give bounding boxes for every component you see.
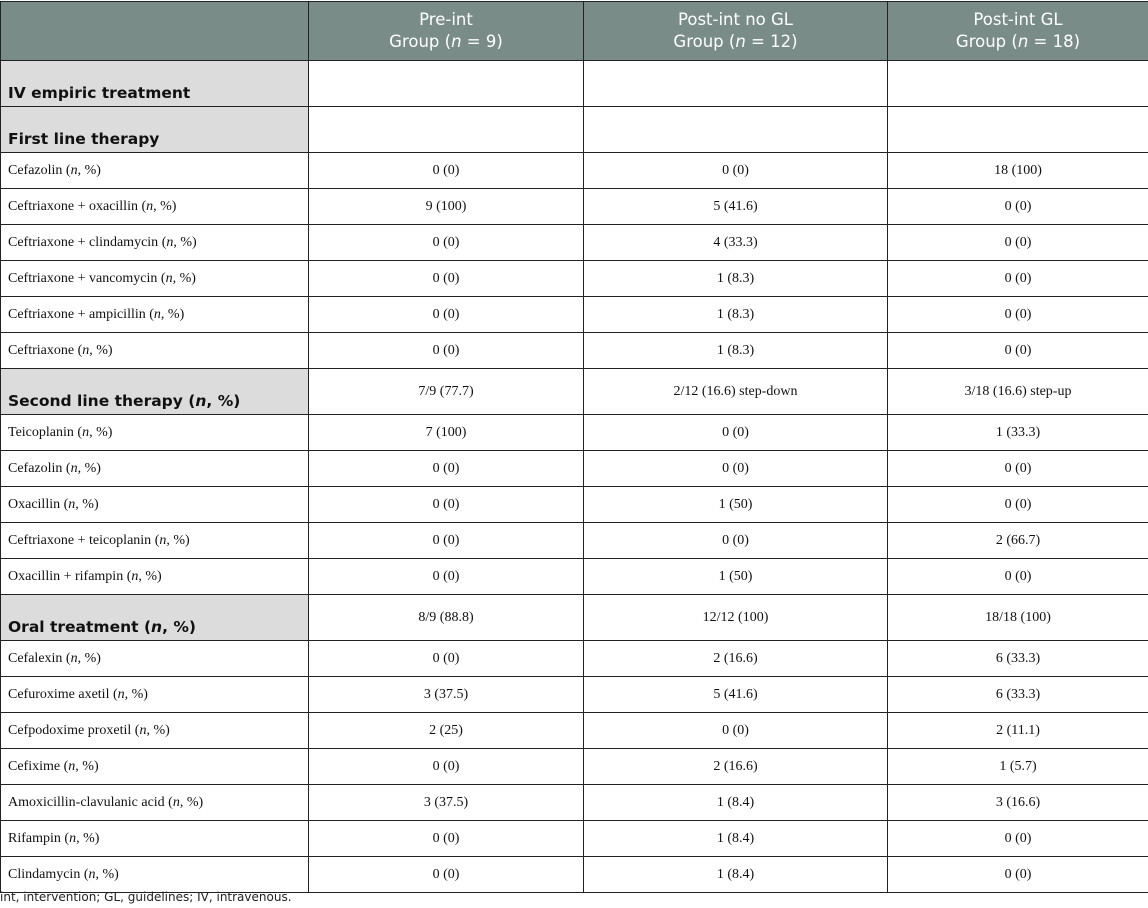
row-label-cell xyxy=(1,821,309,857)
cell-post-int-no-gl: 0 (0) xyxy=(584,153,888,189)
cell-post-int-gl: 6 (33.3) xyxy=(888,641,1148,677)
cell-pre-int: 0 (0) xyxy=(309,153,584,189)
header-post-int-no-gl xyxy=(584,2,888,61)
row-label-suffix: (n, %) xyxy=(60,758,99,774)
cell-post-int-no-gl: 2 (16.6) xyxy=(584,641,888,677)
row-label-suffix: (n, %) xyxy=(62,460,101,476)
row-label-suffix: (n, %) xyxy=(60,830,100,846)
cell-post-int-gl: 0 (0) xyxy=(888,261,1148,297)
cell-post-int-gl: 6 (33.3) xyxy=(888,677,1148,713)
cell-post-int-gl xyxy=(888,61,1148,107)
cell-post-int-gl: 0 (0) xyxy=(888,225,1148,261)
cell-post-int-gl: 0 (0) xyxy=(888,451,1148,487)
row-label-cell xyxy=(1,225,309,261)
row-label-suffix: (n, %) xyxy=(137,198,177,214)
cell-pre-int xyxy=(309,61,584,107)
row-label-suffix: (n, %) xyxy=(74,342,113,358)
header-pre-int-title: Pre-int xyxy=(419,10,473,29)
cell-pre-int: 0 (0) xyxy=(309,297,584,333)
table-row xyxy=(1,333,1148,369)
cell-post-int-no-gl: 1 (50) xyxy=(584,559,888,595)
section-row xyxy=(1,369,1148,415)
table-body xyxy=(1,61,1148,893)
cell-post-int-gl: 1 (5.7) xyxy=(888,749,1148,785)
row-label: Ceftriaxone + clindamycin xyxy=(8,234,159,250)
table-header-row xyxy=(1,2,1148,61)
row-label: IV empiric treatment xyxy=(8,84,191,102)
row-label-cell xyxy=(1,749,309,785)
cell-post-int-gl: 0 (0) xyxy=(888,821,1148,857)
row-label: First line therapy xyxy=(8,130,160,148)
row-label-suffix: (n, %) xyxy=(158,234,197,250)
row-label-suffix: (n, %) xyxy=(62,650,101,666)
row-label: Clindamycin xyxy=(8,866,81,882)
cell-post-int-gl: 3 (16.6) xyxy=(888,785,1148,821)
header-empty-cell xyxy=(1,2,309,61)
row-label-suffix: (n, %) xyxy=(62,162,101,178)
cell-post-int-no-gl: 5 (41.6) xyxy=(584,189,888,225)
row-label: Cefazolin xyxy=(8,162,63,178)
row-label-cell xyxy=(1,641,309,677)
cell-post-int-gl: 0 (0) xyxy=(888,333,1148,369)
row-label-suffix: (n, %) xyxy=(157,270,196,286)
table-footnote: int, intervention; GL, guidelines; IV, intravenous. xyxy=(0,890,292,904)
cell-post-int-gl: 0 (0) xyxy=(888,487,1148,523)
row-label-suffix: (n, %) xyxy=(80,866,119,882)
cell-pre-int: 0 (0) xyxy=(309,451,584,487)
cell-post-int-gl: 3/18 (16.6) step-up xyxy=(888,369,1148,415)
cell-post-int-no-gl: 12/12 (100) xyxy=(584,595,888,641)
cell-post-int-gl: 18/18 (100) xyxy=(888,595,1148,641)
row-label: Cefalexin xyxy=(8,650,63,666)
header-post-int-no-gl-title: Post-int no GL xyxy=(677,10,793,29)
table-row xyxy=(1,261,1148,297)
table-row xyxy=(1,487,1148,523)
table-row xyxy=(1,749,1148,785)
header-post-int-no-gl-group: Group (n = 12) xyxy=(673,32,798,51)
cell-pre-int: 0 (0) xyxy=(309,261,584,297)
row-label: Ceftriaxone + teicoplanin xyxy=(8,532,152,548)
row-label: Cefuroxime axetil xyxy=(8,686,110,702)
cell-post-int-no-gl: 1 (8.4) xyxy=(584,821,888,857)
row-label-cell xyxy=(1,677,309,713)
row-label-cell xyxy=(1,107,309,153)
results-table xyxy=(0,1,1148,893)
row-label: Oral treatment xyxy=(8,618,139,636)
cell-pre-int: 0 (0) xyxy=(309,487,584,523)
row-label: Cefazolin xyxy=(8,460,63,476)
section-row xyxy=(1,595,1148,641)
table-row xyxy=(1,641,1148,677)
row-label: Cefixime xyxy=(8,758,61,774)
cell-post-int-no-gl xyxy=(584,107,888,153)
cell-pre-int: 0 (0) xyxy=(309,857,584,893)
cell-post-int-gl: 2 (11.1) xyxy=(888,713,1148,749)
cell-pre-int xyxy=(309,107,584,153)
row-label-cell xyxy=(1,559,309,595)
cell-post-int-no-gl xyxy=(584,61,888,107)
row-label: Ceftriaxone + oxacillin xyxy=(8,198,138,214)
header-post-int-gl-group: Group (n = 18) xyxy=(955,32,1081,51)
row-label-suffix: (n, %) xyxy=(182,392,241,410)
cell-post-int-no-gl: 2/12 (16.6) step-down xyxy=(584,369,888,415)
table-row xyxy=(1,677,1148,713)
row-label: Oxacillin xyxy=(8,496,61,512)
cell-pre-int: 7/9 (77.7) xyxy=(309,369,584,415)
row-label-cell xyxy=(1,369,309,415)
row-label: Ceftriaxone xyxy=(8,342,75,358)
row-label-suffix: (n, %) xyxy=(151,532,190,548)
row-label-cell xyxy=(1,415,309,451)
header-post-int-gl-title: Post-int GL xyxy=(973,10,1063,29)
table-row xyxy=(1,821,1148,857)
table-row xyxy=(1,857,1148,893)
row-label-cell xyxy=(1,261,309,297)
row-label: Cefpodoxime proxetil xyxy=(8,722,132,738)
row-label-cell xyxy=(1,487,309,523)
cell-post-int-no-gl: 0 (0) xyxy=(584,415,888,451)
row-label-cell xyxy=(1,333,309,369)
cell-pre-int: 3 (37.5) xyxy=(309,785,584,821)
row-label-suffix: (n, %) xyxy=(73,424,113,440)
table-row xyxy=(1,785,1148,821)
cell-pre-int: 0 (0) xyxy=(309,225,584,261)
cell-pre-int: 0 (0) xyxy=(309,749,584,785)
cell-pre-int: 8/9 (88.8) xyxy=(309,595,584,641)
cell-post-int-no-gl: 4 (33.3) xyxy=(584,225,888,261)
cell-pre-int: 0 (0) xyxy=(309,821,584,857)
table-row xyxy=(1,189,1148,225)
cell-post-int-no-gl: 1 (50) xyxy=(584,487,888,523)
row-label-cell xyxy=(1,523,309,559)
cell-pre-int: 2 (25) xyxy=(309,713,584,749)
cell-pre-int: 7 (100) xyxy=(309,415,584,451)
row-label: Rifampin xyxy=(8,830,61,846)
row-label: Oxacillin + rifampin xyxy=(8,568,124,584)
row-label-suffix: (n, %) xyxy=(164,794,204,810)
cell-post-int-no-gl: 1 (8.3) xyxy=(584,261,888,297)
cell-pre-int: 0 (0) xyxy=(309,333,584,369)
cell-post-int-gl: 0 (0) xyxy=(888,189,1148,225)
table-row xyxy=(1,451,1148,487)
section-row xyxy=(1,107,1148,153)
cell-post-int-no-gl: 2 (16.6) xyxy=(584,749,888,785)
table-row xyxy=(1,415,1148,451)
cell-post-int-no-gl: 1 (8.3) xyxy=(584,333,888,369)
header-pre-int xyxy=(309,2,584,61)
table-row xyxy=(1,225,1148,261)
header-post-int-gl xyxy=(888,2,1148,61)
row-label-suffix: (n, %) xyxy=(138,618,196,636)
cell-post-int-no-gl: 1 (8.3) xyxy=(584,297,888,333)
cell-post-int-no-gl: 1 (8.4) xyxy=(584,857,888,893)
row-label-cell xyxy=(1,785,309,821)
row-label-suffix: (n, %) xyxy=(109,686,148,702)
row-label-suffix: (n, %) xyxy=(145,306,185,322)
table-row xyxy=(1,297,1148,333)
section-row xyxy=(1,61,1148,107)
table-row xyxy=(1,523,1148,559)
table-row xyxy=(1,153,1148,189)
cell-pre-int: 0 (0) xyxy=(309,641,584,677)
table-row xyxy=(1,713,1148,749)
row-label: Second line therapy xyxy=(8,392,183,410)
cell-post-int-gl: 18 (100) xyxy=(888,153,1148,189)
cell-pre-int: 0 (0) xyxy=(309,523,584,559)
row-label-cell xyxy=(1,595,309,641)
row-label-suffix: (n, %) xyxy=(123,568,162,584)
cell-post-int-no-gl: 0 (0) xyxy=(584,523,888,559)
row-label-cell xyxy=(1,61,309,107)
row-label-cell xyxy=(1,451,309,487)
row-label-cell xyxy=(1,713,309,749)
table-row xyxy=(1,559,1148,595)
cell-pre-int: 0 (0) xyxy=(309,559,584,595)
row-label-suffix: (n, %) xyxy=(60,496,99,512)
cell-pre-int: 3 (37.5) xyxy=(309,677,584,713)
cell-post-int-gl: 2 (66.7) xyxy=(888,523,1148,559)
cell-post-int-no-gl: 1 (8.4) xyxy=(584,785,888,821)
row-label: Ceftriaxone + vancomycin xyxy=(8,270,158,286)
row-label-suffix: (n, %) xyxy=(131,722,170,738)
cell-post-int-gl xyxy=(888,107,1148,153)
cell-pre-int: 9 (100) xyxy=(309,189,584,225)
row-label: Amoxicillin-clavulanic acid xyxy=(8,794,165,810)
row-label-cell xyxy=(1,189,309,225)
cell-post-int-gl: 0 (0) xyxy=(888,857,1148,893)
cell-post-int-no-gl: 0 (0) xyxy=(584,451,888,487)
cell-post-int-no-gl: 5 (41.6) xyxy=(584,677,888,713)
row-label: Teicoplanin xyxy=(8,424,74,440)
row-label-cell xyxy=(1,297,309,333)
row-label: Ceftriaxone + ampicillin xyxy=(8,306,146,322)
cell-post-int-no-gl: 0 (0) xyxy=(584,713,888,749)
cell-post-int-gl: 0 (0) xyxy=(888,297,1148,333)
cell-post-int-gl: 0 (0) xyxy=(888,559,1148,595)
header-pre-int-group: Group (n = 9) xyxy=(389,32,503,51)
cell-post-int-gl: 1 (33.3) xyxy=(888,415,1148,451)
row-label-cell xyxy=(1,153,309,189)
row-label-cell xyxy=(1,857,309,893)
